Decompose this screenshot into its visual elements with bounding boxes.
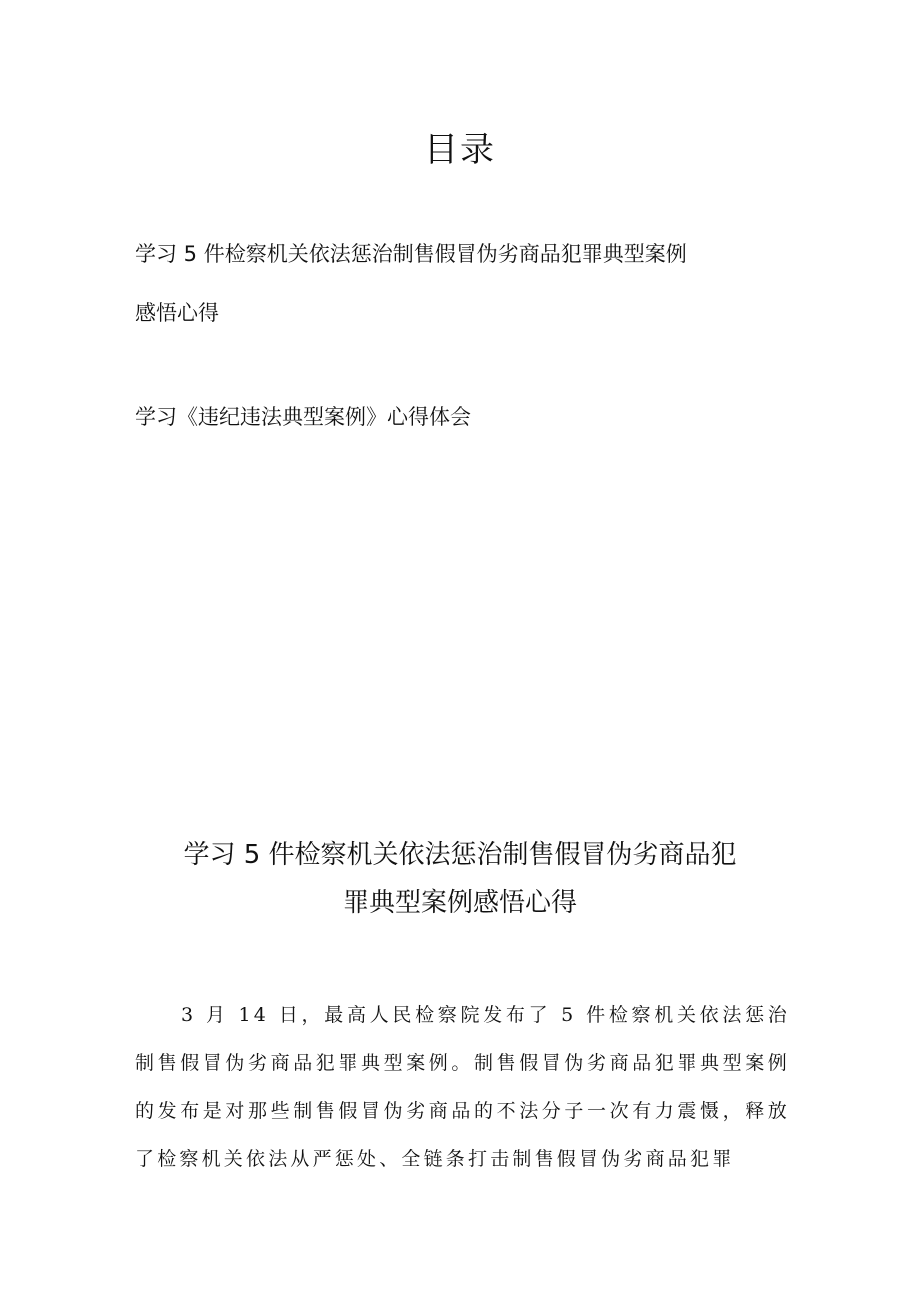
toc-title: 目录 [424, 130, 496, 170]
toc-entry-1-line-1[interactable]: 学习 5 件检察机关依法惩治制售假冒伪劣商品犯罪典型案例 [135, 242, 687, 266]
toc-entry-2[interactable]: 学习《违纪违法典型案例》心得体会 [135, 405, 471, 429]
article-paragraph: 3 月 14 日，最高人民检察院发布了 5 件检察机关依法惩治制售假冒伪劣商品犯罪典型案例。制售假冒伪劣商品犯罪典型案例的发布是对那些制售假冒伪劣商品的不法分子一次有力震慑，释放了检察机关依法从严惩处、全链条打击制售假冒伪劣商品犯罪 [135, 1004, 790, 1170]
toc-entry-1-line-2[interactable]: 感悟心得 [135, 301, 219, 325]
article-title-line-2: 罪典型案例感悟心得 [342, 888, 577, 918]
article-title-line-1: 学习 5 件检察机关依法惩治制售假冒伪劣商品犯 [183, 840, 737, 870]
